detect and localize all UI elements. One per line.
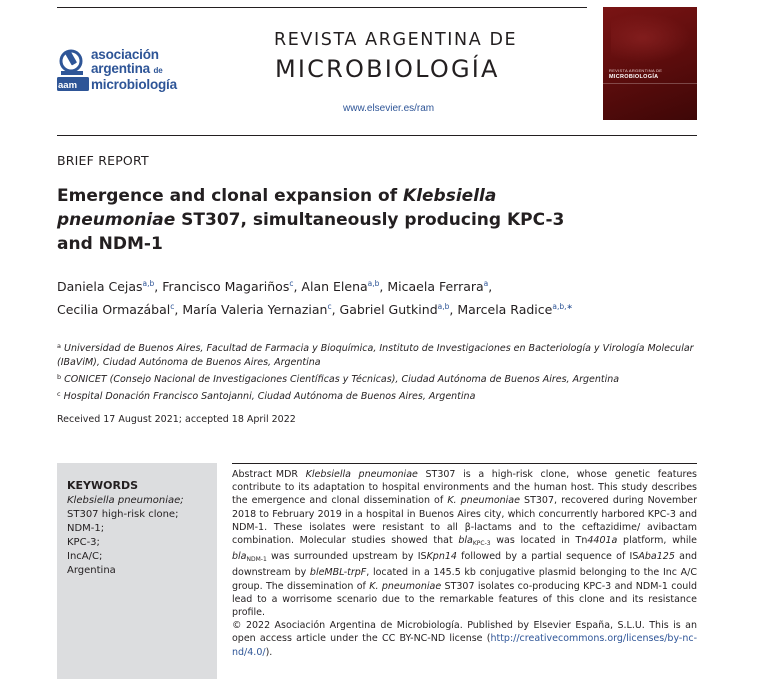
article-title: Emergence and clonal expansion of Klebsiella pneumoniae ST307, simultaneously producing KPC-3 and NDM-1	[57, 186, 565, 254]
journal-url-link[interactable]: www.elsevier.es/ram	[343, 103, 435, 114]
author-affiliation-mark[interactable]: a,b	[142, 279, 155, 288]
abstract-text: Abstract MDR Klebsiella pneumoniae ST307 is a high-risk clone, whose genetic features contribute to its adaptation to hospital environments and the human host. This study describes the emergence and clonal dissemination of K. pneumoniae ST307, recovered during November 2018 to February 2019 in a hospital in Buenos Aires city, which concurrently harbored KPC-3 and NDM-1. These isolates were resistant to all β-lactams and to the ceftazidime/ avibactam combination. Molecular studies showed that bla$_{KPC-3}$ was located in Tn4401a platform, while bla$_{NDM-1}$ was surrounded upstream by ISKpn14 followed by a partial sequence of ISAba125 and downstream by bleMBL-trpF, located in a 145.5 kb conjugative plasmid belonging to the Inc A/C group. The dissemination of K. pneumoniae ST307 isolates co-producing KPC-3 and NDM-1 could lead to a worrisome scenario due to the remarkable features of this clone and its resistance profile. © 2022 Asociación Argentina de Microbiología. Published by Elsevier España, S.L.U. This is an open access article under the CC BY-NC-ND license (http://creativecommons.org/licenses/by-nc-nd/4.0/).	[232, 469, 698, 658]
author-affiliation-mark[interactable]: a,b	[437, 302, 450, 311]
author-name[interactable]: Gabriel Gutkind	[339, 302, 438, 317]
cover-art	[611, 13, 691, 63]
keyword-item: IncA/C;	[67, 551, 103, 562]
header-top-rule	[57, 7, 587, 8]
license-link[interactable]: http://creativecommons.org/licenses/by-nc-nd/4.0/	[232, 633, 697, 658]
author-affiliation-mark[interactable]: a,b	[367, 279, 380, 288]
cover-title-line1: REVISTA ARGENTINA DE	[609, 68, 663, 73]
keyword-item: ST307 high-risk clone;	[67, 509, 179, 520]
author-affiliation-mark[interactable]: c	[289, 279, 294, 288]
journal-title-line2: MICROBIOLOGÍA	[275, 55, 500, 83]
author-affiliation-mark[interactable]: a,b,∗	[552, 302, 573, 311]
abstract-top-rule	[232, 463, 697, 464]
author-affiliation-mark[interactable]: a	[483, 279, 489, 288]
author-affiliation-mark[interactable]: c	[170, 302, 175, 311]
article-section: BRIEF REPORT	[57, 153, 149, 168]
journal-cover-image	[603, 7, 697, 120]
keyword-item: NDM-1;	[67, 523, 105, 534]
keyword-item: Argentina	[67, 565, 116, 576]
header-bottom-rule	[57, 135, 697, 136]
received-dates: Received 17 August 2021; accepted 18 April 2022	[57, 414, 296, 425]
keywords-heading: KEYWORDS	[67, 479, 139, 492]
abstract-label: Abstract	[232, 469, 272, 480]
author-list: Daniela Cejas$^{a,b}$, Francisco Magariños$^c$, Alan Elena$^{a,b}$, Micaela Ferrara$^a$, Cecilia Ormazábal$^c$, María Valeria Yernazian$^c$, Gabriel Gutkind$^{a,b}$, Marcela Radice$^{a,b,∗}$	[57, 279, 573, 317]
cover-title-line2: MICROBIOLOGÍA	[609, 74, 659, 80]
author-name[interactable]: María Valeria Yernazian	[182, 302, 328, 317]
license-statement: © 2022 Asociación Argentina de Microbiología. Published by Elsevier España, S.L.U. This is an open access article under the CC BY-NC-ND license (http://creativecommons.org/licenses/by-nc-nd/4.0/).	[232, 620, 697, 658]
keyword-item: Klebsiella pneumoniae;	[67, 495, 184, 506]
author-name[interactable]: Marcela Radice	[457, 302, 553, 317]
society-logo[interactable]	[57, 48, 197, 96]
journal-title-line1: REVISTA ARGENTINA DE	[274, 30, 518, 50]
affiliation-item: $^c$ Hospital Donación Francisco Santojanni, Ciudad Autónoma de Buenos Aires, Argentina	[57, 390, 476, 402]
affiliation-item: $^a$ Universidad de Buenos Aires, Facultad de Farmacia y Bioquímica, Instituto de Investigaciones en Bacteriología y Virología Molecular (IBaViM), Ciudad Autónoma de Buenos Aires, Argentina	[57, 342, 694, 368]
keywords-box	[57, 463, 217, 679]
author-name[interactable]: Cecilia Ormazábal	[57, 302, 171, 317]
affiliation-item: $^b$ CONICET (Consejo Nacional de Investigaciones Científicas y Técnicas), Ciudad Autónoma de Buenos Aires, Argentina	[57, 373, 620, 385]
author-name[interactable]: Francisco Magariños	[162, 279, 290, 294]
author-name[interactable]: Alan Elena	[301, 279, 368, 294]
cover-divider	[603, 83, 697, 84]
keyword-item: KPC-3;	[67, 537, 100, 548]
affiliation-list	[57, 339, 717, 404]
society-abbrev: aam	[58, 80, 78, 91]
author-name[interactable]: Daniela Cejas	[57, 279, 143, 294]
author-affiliation-mark[interactable]: c	[327, 302, 332, 311]
society-name: asociación argentina de microbiología	[91, 47, 177, 92]
author-name[interactable]: Micaela Ferrara	[387, 279, 484, 294]
